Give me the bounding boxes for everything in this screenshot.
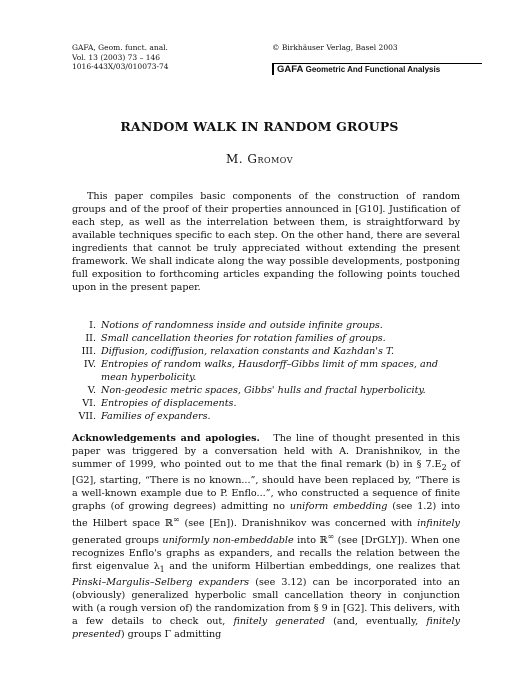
emphasis-text: uniformly non-embeddable <box>162 535 294 547</box>
ack-text: of [G2], starting, “There is no known...”, should have been replaced by, “There is a well-known example due to P. Enflo...”, who constructed a sequence of finite graphs (of growing degrees) admitting no <box>72 459 460 512</box>
ack-text: (see [En]). Dranishnikov was concerned with <box>179 518 418 530</box>
topics-list <box>72 319 460 423</box>
item-number: I. <box>89 320 96 331</box>
emphasis-text: Pinski–Margulis–Selberg expanders <box>72 577 250 589</box>
list-item <box>72 384 460 397</box>
author-surname: Gromov <box>247 152 293 166</box>
item-number: VI. <box>82 398 96 409</box>
ack-text: (see 1.2) into the Hilbert space ℝ <box>72 500 460 530</box>
item-text: Diffusion, codiffusion, relaxation constants and Kazhdan's T. <box>101 346 395 357</box>
subscript: 1 <box>159 565 165 575</box>
logo-rule-vertical <box>272 63 274 75</box>
logo-rule-horizontal <box>272 63 482 64</box>
journal-line: 1016-443X/03/010073-74 <box>72 62 169 71</box>
author-initial: M. <box>226 152 248 166</box>
list-item <box>72 319 460 332</box>
emphasis-text: finitely presented <box>72 616 460 641</box>
item-text: Notions of randomness inside and outside infinite groups. <box>101 320 383 331</box>
ack-text: ) groups Γ admitting <box>120 629 222 641</box>
abstract-paragraph: This paper compiles basic components of the construction of random groups and of the proof of their properties announced in [G10]. Justification of each step, as well as the interrelation between them, is straightforward by available techniques specific to each step. On the other hand, there are several ingredients that cannot be truly appreciated without extending the present framework. We shall indicate along the way possible developments, postponing full exposition to forthcoming articles expanding the following points touched upon in the present paper. <box>72 191 460 293</box>
logo-text <box>277 65 440 75</box>
gafa-journal-logo <box>272 63 482 75</box>
ack-text: (and, eventually, <box>324 616 427 628</box>
logo-abbrev: GAFA <box>277 64 304 75</box>
acknowledgements-paragraph <box>72 432 460 641</box>
item-text: Entropies of random walks, Hausdorff–Gibbs limit of mm spaces, and mean hyperbolicity. <box>101 359 439 383</box>
ack-text: The line of thought presented in this paper was triggered by a conversation held with A. Dranishnikov, in the summer of 1999, who pointed out to me that the final remark (b) in § 7.E <box>72 433 461 470</box>
list-item <box>72 397 460 410</box>
item-text: Non-geodesic metric spaces, Gibbs' hulls and fractal hyperbolicity. <box>101 385 426 396</box>
list-item <box>72 332 460 345</box>
item-number: V. <box>87 385 96 396</box>
ack-text: (see [DrGLY]). When one recognizes Enflo's graphs as expanders, and recalls the relation between the first eigenvalue λ <box>72 535 461 573</box>
ack-text: generated groups <box>72 535 163 547</box>
superscript: ∞ <box>172 514 180 524</box>
emphasis-text: infinitely <box>417 518 460 530</box>
emphasis-text: finitely generated <box>233 616 325 628</box>
item-text: Families of expanders. <box>101 411 211 422</box>
list-item <box>72 345 460 358</box>
item-text: Small cancellation theories for rotation families of groups. <box>101 333 386 344</box>
item-number: II. <box>85 333 96 344</box>
emphasis-text: uniform embedding <box>289 500 388 512</box>
ack-text: (see 3.12) can be incorporated into an (obviously) generalized hyperbolic small cancellation theory in conjunction with (a rough version of) the randomization from § 9 in [G2]. This delivers, with a few details to check out, <box>72 577 460 628</box>
paper-author <box>0 152 519 166</box>
list-item <box>72 358 460 384</box>
journal-line: GAFA, Geom. funct. anal. <box>72 43 168 52</box>
list-item <box>72 410 460 423</box>
paper-title: RANDOM WALK IN RANDOM GROUPS <box>120 119 399 134</box>
item-number: IV. <box>83 359 96 370</box>
ack-text: and the uniform Hilbertian embeddings, one realizes that <box>164 561 460 573</box>
copyright-notice: © Birkhäuser Verlag, Basel 2003 <box>272 43 398 52</box>
section-heading: Acknowledgements and apologies. <box>72 433 260 444</box>
superscript: ∞ <box>327 532 335 542</box>
item-text: Entropies of displacements. <box>101 398 237 409</box>
item-number: III. <box>81 346 96 357</box>
logo-full-name: Geometric And Functional Analysis <box>305 65 441 74</box>
journal-line: Vol. 13 (2003) 73 – 146 <box>72 52 161 62</box>
ack-text: into ℝ <box>293 535 328 547</box>
journal-citation <box>72 43 169 72</box>
item-number: VII. <box>78 411 96 422</box>
subscript: 2 <box>441 462 447 472</box>
